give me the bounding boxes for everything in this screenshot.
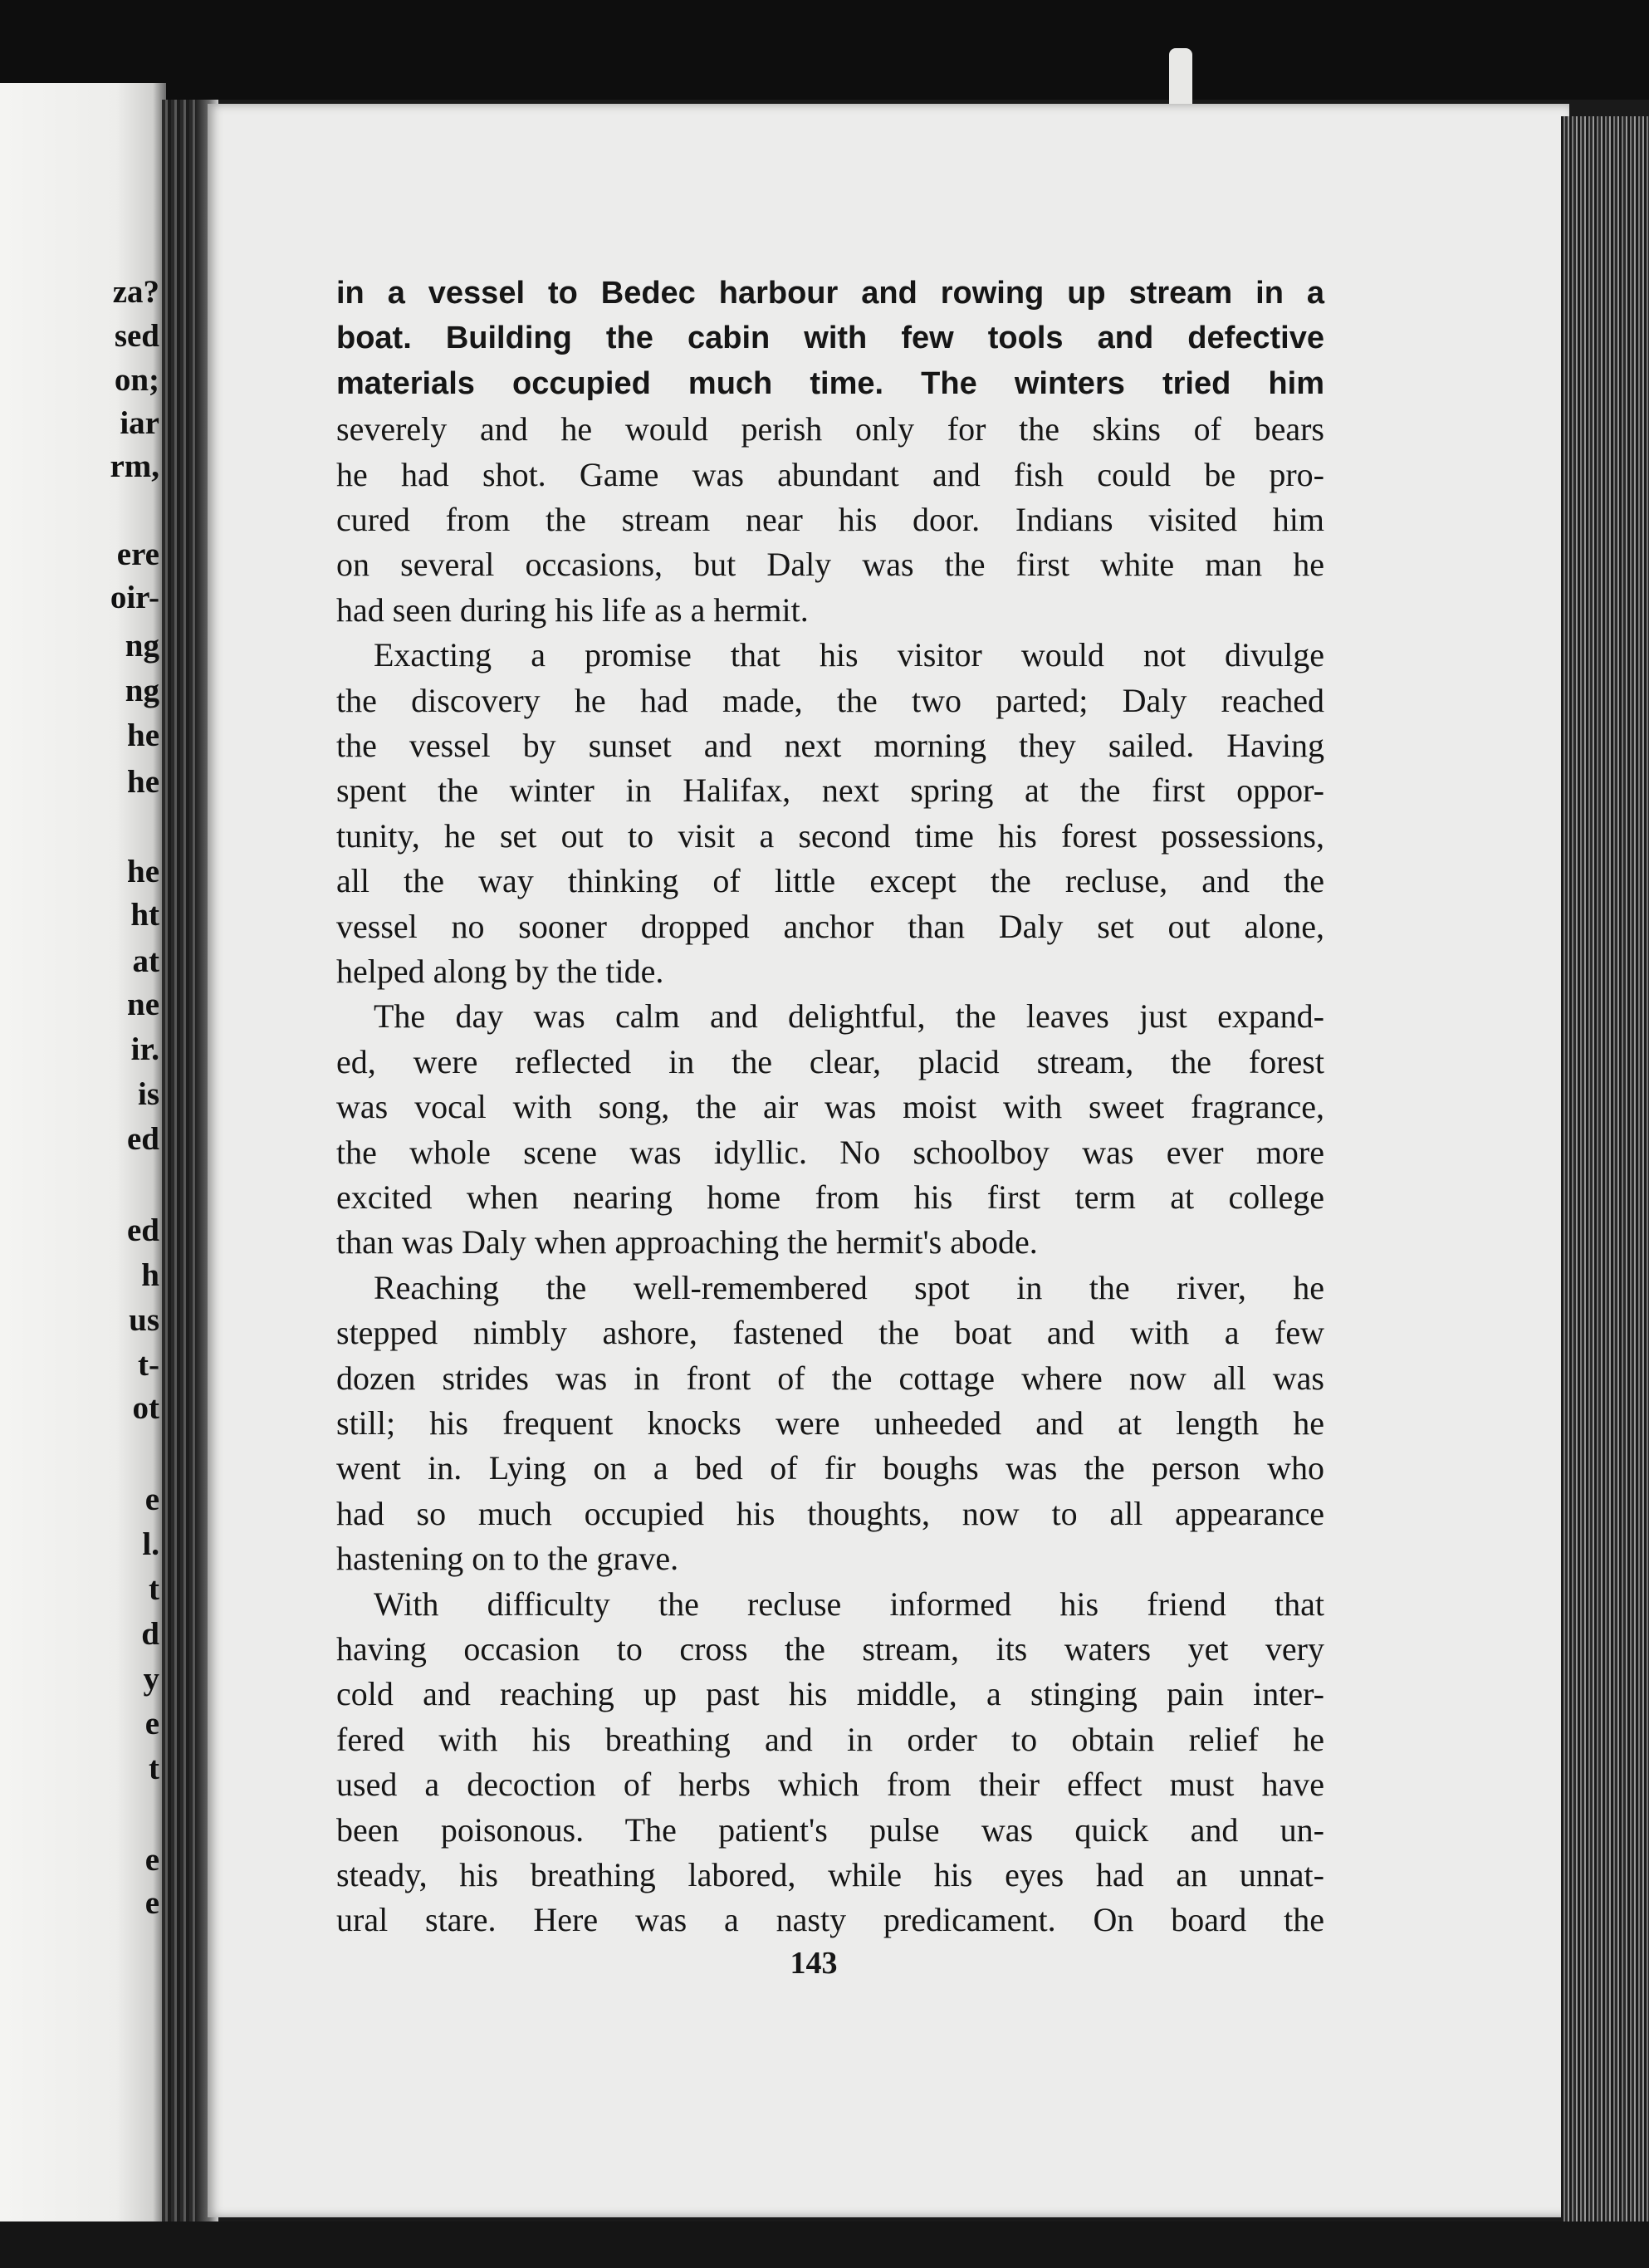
text-line: boat. Building the cabin with few tools and defective xyxy=(336,321,1324,355)
previous-page-fragment: us xyxy=(129,1302,159,1338)
previous-page xyxy=(0,83,166,2226)
previous-page-fragment: t xyxy=(149,1751,159,1786)
text-line: all the way thinking of little except the recluse, and the xyxy=(336,862,1324,899)
top-background xyxy=(0,0,1649,100)
text-line: he had shot. Game was abundant and fish could be pro- xyxy=(336,456,1324,493)
text-line: than was Daly when approaching the hermit's abode. xyxy=(336,1223,1038,1261)
text-line: cured from the stream near his door. Indians visited him xyxy=(336,501,1324,538)
previous-page-fragment: h xyxy=(141,1257,159,1293)
page-number: 143 xyxy=(790,1946,838,1981)
text-line: Reaching the well-remembered spot in the river, he xyxy=(374,1269,1324,1306)
text-line: ed, were reflected in the clear, placid stream, the forest xyxy=(336,1043,1324,1080)
text-line: been poisonous. The patient's pulse was quick and un- xyxy=(336,1811,1324,1849)
text-line: the vessel by sunset and next morning they sailed. Having xyxy=(336,727,1324,764)
previous-page-fragment: on; xyxy=(114,362,159,398)
text-line: Exacting a promise that his visitor would not divulge xyxy=(374,636,1324,674)
previous-page-fragment: iar xyxy=(120,405,159,441)
previous-page-fragment: e xyxy=(144,1885,159,1921)
text-line: used a decoction of herbs which from their effect must have xyxy=(336,1766,1324,1803)
previous-page-fragment: l. xyxy=(142,1526,159,1562)
previous-page-fragment: ng xyxy=(125,628,159,664)
text-line: had seen during his life as a hermit. xyxy=(336,591,809,629)
text-line: having occasion to cross the stream, its waters yet very xyxy=(336,1630,1324,1668)
text-line: tunity, he set out to visit a second time his forest possessions, xyxy=(336,817,1324,855)
text-line: on several occasions, but Daly was the first white man he xyxy=(336,546,1324,583)
text-line: ural stare. Here was a nasty predicament. On board the xyxy=(336,1901,1324,1938)
previous-page-text xyxy=(0,83,166,2226)
previous-page-fragment: he xyxy=(127,764,159,800)
previous-page-fragment: ot xyxy=(132,1390,159,1426)
text-line: still; his frequent knocks were unheeded and at length he xyxy=(336,1404,1324,1442)
text-line: dozen strides was in front of the cottage where now all was xyxy=(336,1359,1324,1397)
text-line: was vocal with song, the air was moist with sweet fragrance, xyxy=(336,1088,1324,1125)
previous-page-fragment: d xyxy=(141,1616,159,1652)
previous-page-fragment: ed xyxy=(127,1121,159,1157)
previous-page-fragment: at xyxy=(132,943,159,979)
previous-page-fragment: ed xyxy=(127,1212,159,1248)
previous-page-fragment: t xyxy=(149,1571,159,1607)
previous-page-fragment: ere xyxy=(116,536,159,572)
previous-page-fragment: sed xyxy=(114,318,159,354)
previous-page-fragment: za? xyxy=(112,274,159,310)
previous-page-fragment: is xyxy=(137,1076,159,1112)
text-line: With difficulty the recluse informed his friend that xyxy=(374,1585,1324,1623)
text-line: had so much occupied his thoughts, now to all appearance xyxy=(336,1495,1324,1532)
previous-page-fragment: ht xyxy=(130,897,159,933)
previous-page-fragment: y xyxy=(143,1661,159,1697)
text-line: the whole scene was idyllic. No schoolboy was ever more xyxy=(336,1134,1324,1171)
text-line: went in. Lying on a bed of fir boughs was the person who xyxy=(336,1449,1324,1487)
text-line: vessel no sooner dropped anchor than Daly set out alone, xyxy=(336,908,1324,945)
previous-page-fragment: ir. xyxy=(130,1031,159,1067)
previous-page-fragment: t- xyxy=(138,1347,159,1383)
previous-page-fragment: ne xyxy=(127,987,159,1022)
text-line: helped along by the tide. xyxy=(336,953,664,990)
text-line: severely and he would perish only for the skins of bears xyxy=(336,410,1324,448)
text-line: stepped nimbly ashore, fastened the boat and with a few xyxy=(336,1314,1324,1351)
text-line: in a vessel to Bedec harbour and rowing up stream in a xyxy=(336,276,1324,311)
previous-page-fragment: he xyxy=(127,718,159,753)
text-line: The day was calm and delightful, the leaves just expand- xyxy=(374,997,1324,1035)
text-line: fered with his breathing and in order to obtain relief he xyxy=(336,1721,1324,1758)
text-line: cold and reaching up past his middle, a stinging pain inter- xyxy=(336,1675,1324,1712)
previous-page-fragment: ng xyxy=(125,673,159,708)
previous-page-fragment: rm, xyxy=(110,448,159,484)
previous-page-fragment: e xyxy=(144,1482,159,1517)
text-line: excited when nearing home from his first term at college xyxy=(336,1178,1324,1216)
text-line: spent the winter in Halifax, next spring at the first oppor- xyxy=(336,772,1324,809)
text-line: hastening on to the grave. xyxy=(336,1540,679,1577)
page-stack-edge xyxy=(1561,116,1649,2268)
previous-page-fragment: he xyxy=(127,854,159,889)
text-line: steady, his breathing labored, while his eyes had an unnat- xyxy=(336,1856,1324,1893)
text-line: materials occupied much time. The winters tried him xyxy=(336,366,1324,401)
previous-page-fragment: oir- xyxy=(110,580,159,615)
previous-page-fragment: e xyxy=(144,1842,159,1878)
previous-page-fragment: e xyxy=(144,1706,159,1741)
text-line: the discovery he had made, the two parted; Daly reached xyxy=(336,682,1324,719)
bottom-background xyxy=(0,2221,1649,2268)
